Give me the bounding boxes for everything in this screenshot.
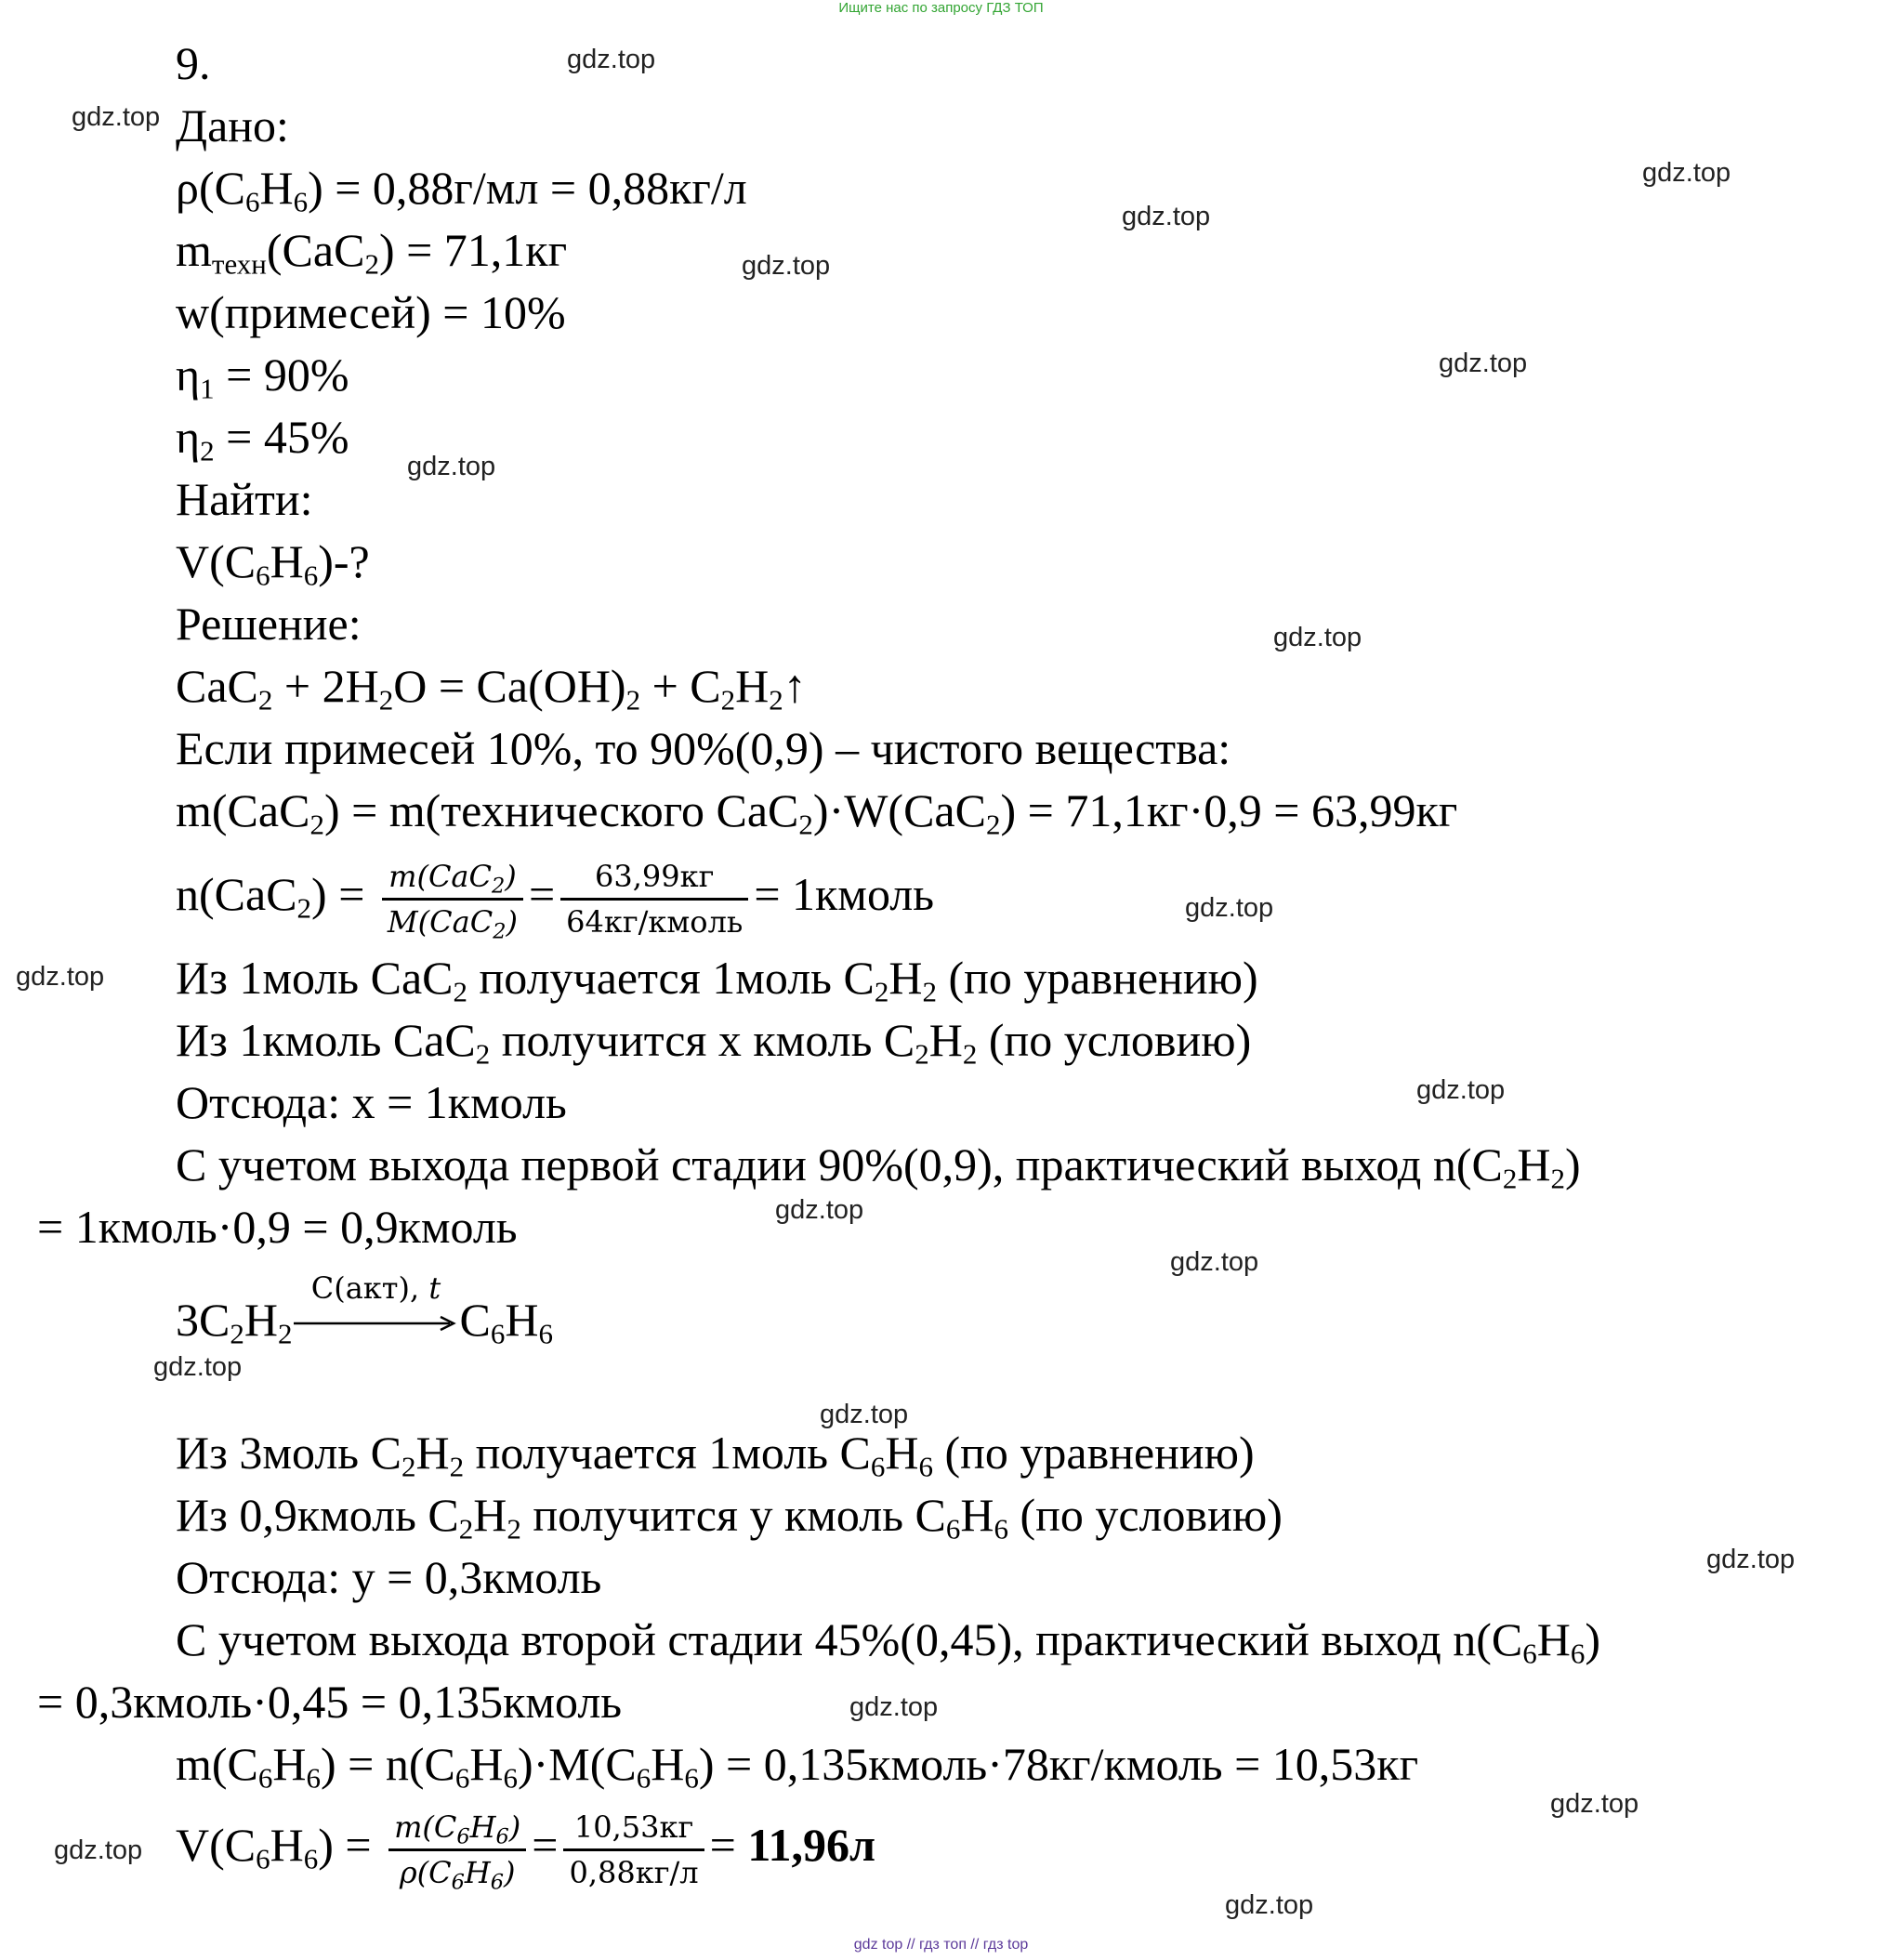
reaction-2: $3C_2H_2$ C(акт), t $C_6H_6$ [176, 1292, 553, 1348]
watermark: gdz.top [153, 1352, 243, 1382]
watermark: gdz.top [849, 1692, 939, 1722]
solution-heading: Решение: [176, 598, 362, 650]
fraction-volume-values: $\frac{10,53кг}{0,88кг/л}$ [563, 1809, 704, 1890]
reaction-arrow [292, 1270, 459, 1348]
watermark: gdz.top [72, 102, 161, 132]
watermark: gdz.top [1170, 1247, 1259, 1277]
find-heading: Найти: [176, 473, 313, 525]
given-mass: $m_{техн}(CaC_2) = 71,1кг$ [176, 224, 568, 281]
reaction-condition: C(акт), t [310, 1270, 441, 1306]
fraction-mass-over-molar: $\frac{m(CaC_2)}{M(CaC_2)}$ [382, 859, 523, 940]
y-result: Отсюда: y = 0,3кмоль [176, 1551, 602, 1603]
mass-benzene: $m(C_6H_6) = n(C_6H_6)\cdot M(C_6H_6)$ = 0,135кмоль·78кг/кмоль = 10,53кг [176, 1738, 1419, 1795]
watermark: gdz.top [1225, 1890, 1314, 1920]
watermark: gdz.top [1273, 623, 1362, 652]
watermark: gdz.top [1642, 158, 1731, 188]
yield-2-continued: = 0,3кмоль·0,45 = 0,135кмоль [37, 1676, 623, 1728]
impurity-line: Если примесей 10%, то 90%(0,9) – чистого вещества: [176, 722, 1231, 774]
volume-benzene: $V(C_6H_6)$ = $\frac{m(C_6H_6)}{\rho(C_6H_6)}$ = $\frac{10,53кг}{0,88кг/л}$ = 11,96л [176, 1809, 876, 1895]
watermark: gdz.top [775, 1195, 864, 1225]
fraction-mass-over-density: $\frac{m(C_6H_6)}{\rho(C_6H_6)}$ [388, 1809, 526, 1890]
watermark: gdz.top [820, 1400, 909, 1429]
final-answer: 11,96л [747, 1819, 876, 1871]
watermark: gdz.top [1706, 1545, 1796, 1574]
watermark: gdz.top [742, 251, 831, 281]
ratio-line-2: Из 1кмоль CaC$_2$ получится x кмоль $C_2H_2$ (по условию) [176, 1014, 1252, 1071]
reaction-1: $CaC_2 + 2H_2O = Ca(OH)_2$ + $C_2H_2↑$ [176, 660, 807, 717]
given-impurity: w(примесей) = 10% [176, 286, 566, 338]
find-target: $V(C_6H_6)-$? [176, 535, 370, 592]
given-heading: Дано: [176, 99, 289, 151]
ratio-line-3: Из 3моль $C_2H_2$ получается 1моль $C_6H_6$ (по уравнению) [176, 1427, 1255, 1483]
given-density: $\rho(C_6H_6) = 0,88г/мл = 0,88кг/л$ [176, 162, 747, 218]
watermark: gdz.top [1185, 893, 1274, 923]
watermark: gdz.top [1416, 1075, 1506, 1105]
given-eta2: $\eta_2 = 45\%$ [176, 411, 349, 467]
watermark: gdz.top [567, 45, 656, 74]
yield-1-continued: = 1кмоль·0,9 = 0,9кмоль [37, 1201, 518, 1253]
footer-note: gdz top // гдз топ // гдз top [853, 1937, 1029, 1953]
mass-cac2: m(CaC$_2$) = m(технического CaC$_2$)·W(CaC$_2$) = 71,1кг·0,9 = 63,99кг [176, 784, 1458, 841]
fraction-values: $\frac{63,99кг}{\text{64кг/кмоль}}$ [560, 859, 748, 940]
watermark: gdz.top [16, 962, 105, 992]
given-eta1: $\eta_1 = 90\%$ [176, 349, 349, 405]
watermark: gdz.top [1439, 349, 1528, 378]
watermark: gdz.top [1122, 202, 1211, 231]
header-note: Ищите нас по запросу ГДЗ ТОП [838, 0, 1044, 16]
yield-2: С учетом выхода второй стадии 45%(0,45), практический выход $n(C_6H_6)$ [176, 1613, 1600, 1670]
watermark: gdz.top [407, 452, 496, 481]
ratio-line-1: Из 1моль CaC$_2$ получается 1моль $C_2H_2$ (по уравнению) [176, 952, 1258, 1008]
watermark: gdz.top [54, 1835, 143, 1865]
arrow-icon [294, 1314, 457, 1333]
problem-number: 9. [176, 37, 211, 89]
x-result: Отсюда: x = 1кмоль [176, 1076, 567, 1128]
moles-cac2: n(CaC$_2$) = $\frac{m(CaC_2)}{M(CaC_2)}$ = $\frac{63,99кг}{\text{64кг/кмоль}}$ = 1кмоль [176, 859, 935, 944]
yield-1: С учетом выхода первой стадии 90%(0,9), практический выход $n(C_2H_2)$ [176, 1138, 1581, 1195]
watermark: gdz.top [1550, 1789, 1639, 1819]
ratio-line-4: Из 0,9кмоль $C_2H_2$ получится y кмоль $C_6H_6$ (по условию) [176, 1489, 1283, 1546]
